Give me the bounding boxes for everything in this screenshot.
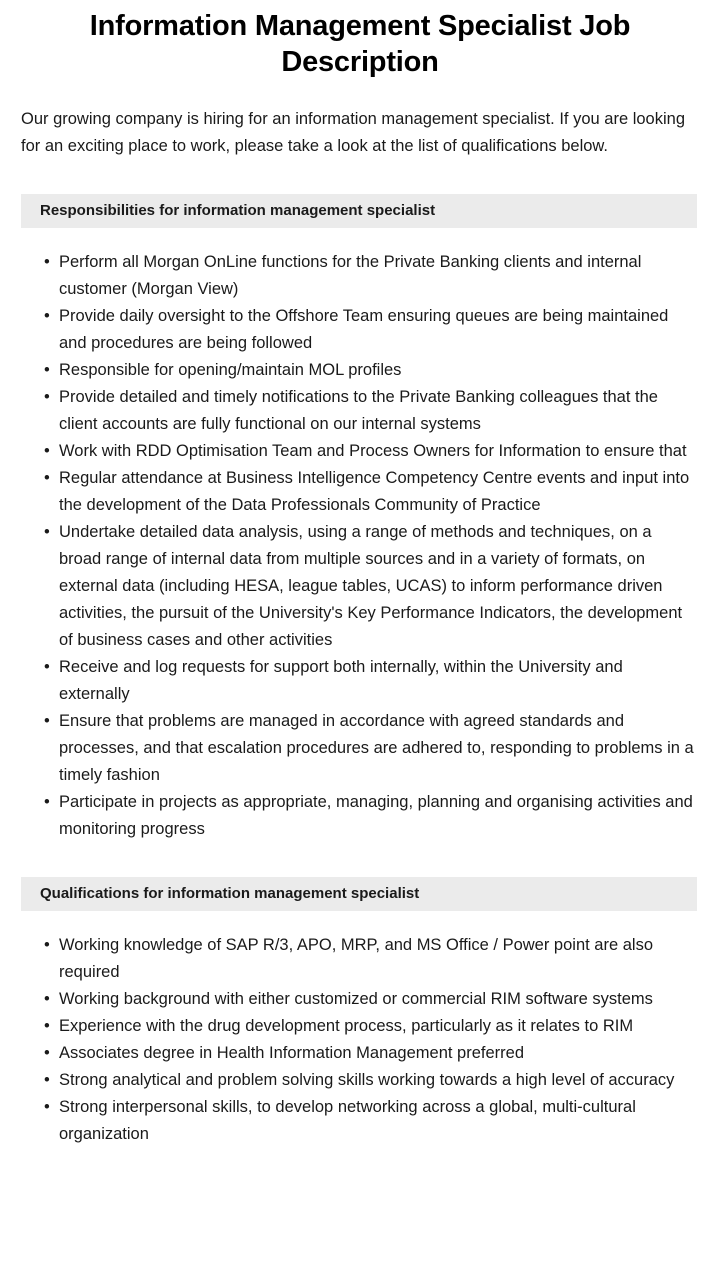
list-item: • Strong analytical and problem solving skills working towards a high level of accuracy <box>44 1067 694 1094</box>
list-item: • Experience with the drug development process, particularly as it relates to RIM <box>44 1013 694 1040</box>
list-item: • Associates degree in Health Information Management preferred <box>44 1040 694 1067</box>
qualifications-list <box>0 911 720 1148</box>
list-item: • Work with RDD Optimisation Team and Process Owners for Information to ensure that <box>44 438 694 465</box>
list-item: • Provide detailed and timely notifications to the Private Banking colleagues that the client accounts are fully functional on our internal systems <box>44 384 694 438</box>
section-heading-qualifications: Qualifications for information management specialist <box>21 877 697 911</box>
page-title: Information Management Specialist Job Description <box>89 10 631 78</box>
section-heading-responsibilities: Responsibilities for information management specialist <box>21 194 697 228</box>
list-item: • Provide daily oversight to the Offshore Team ensuring queues are being maintained and procedures are being followed <box>44 303 694 357</box>
list-item: • Ensure that problems are managed in accordance with agreed standards and processes, and that escalation procedures are adhered to, responding to problems in a timely fashion <box>44 708 694 789</box>
intro-paragraph: Our growing company is hiring for an information management specialist. If you are looking for an exciting place to work, please take a look at the list of qualifications below. <box>21 110 685 155</box>
list-item: • Responsible for opening/maintain MOL profiles <box>44 357 694 384</box>
list-item: • Participate in projects as appropriate, managing, planning and organising activities and monitoring progress <box>44 789 694 843</box>
list-item: • Receive and log requests for support both internally, within the University and externally <box>44 654 694 708</box>
list-item: • Regular attendance at Business Intelligence Competency Centre events and input into the development of the Data Professionals Community of Practice <box>44 465 694 519</box>
list-item: • Working background with either customized or commercial RIM software systems <box>44 986 694 1013</box>
list-item: • Working knowledge of SAP R/3, APO, MRP, and MS Office / Power point are also required <box>44 932 694 986</box>
list-item: • Undertake detailed data analysis, using a range of methods and techniques, on a broad range of internal data from multiple sources and in a variety of formats, on external data (including HESA, league tables, UCAS) to inform performance driven activities, the pursuit of the University's Key Performance Indicators, the development of business cases and other activities <box>44 519 694 654</box>
responsibilities-list <box>0 228 720 843</box>
bottom-spacer <box>0 1148 720 1182</box>
list-item: • Perform all Morgan OnLine functions for the Private Banking clients and internal customer (Morgan View) <box>44 249 694 303</box>
section-responsibilities <box>0 194 720 843</box>
section-qualifications <box>0 877 720 1148</box>
list-item: • Strong interpersonal skills, to develop networking across a global, multi-cultural organization <box>44 1094 694 1148</box>
